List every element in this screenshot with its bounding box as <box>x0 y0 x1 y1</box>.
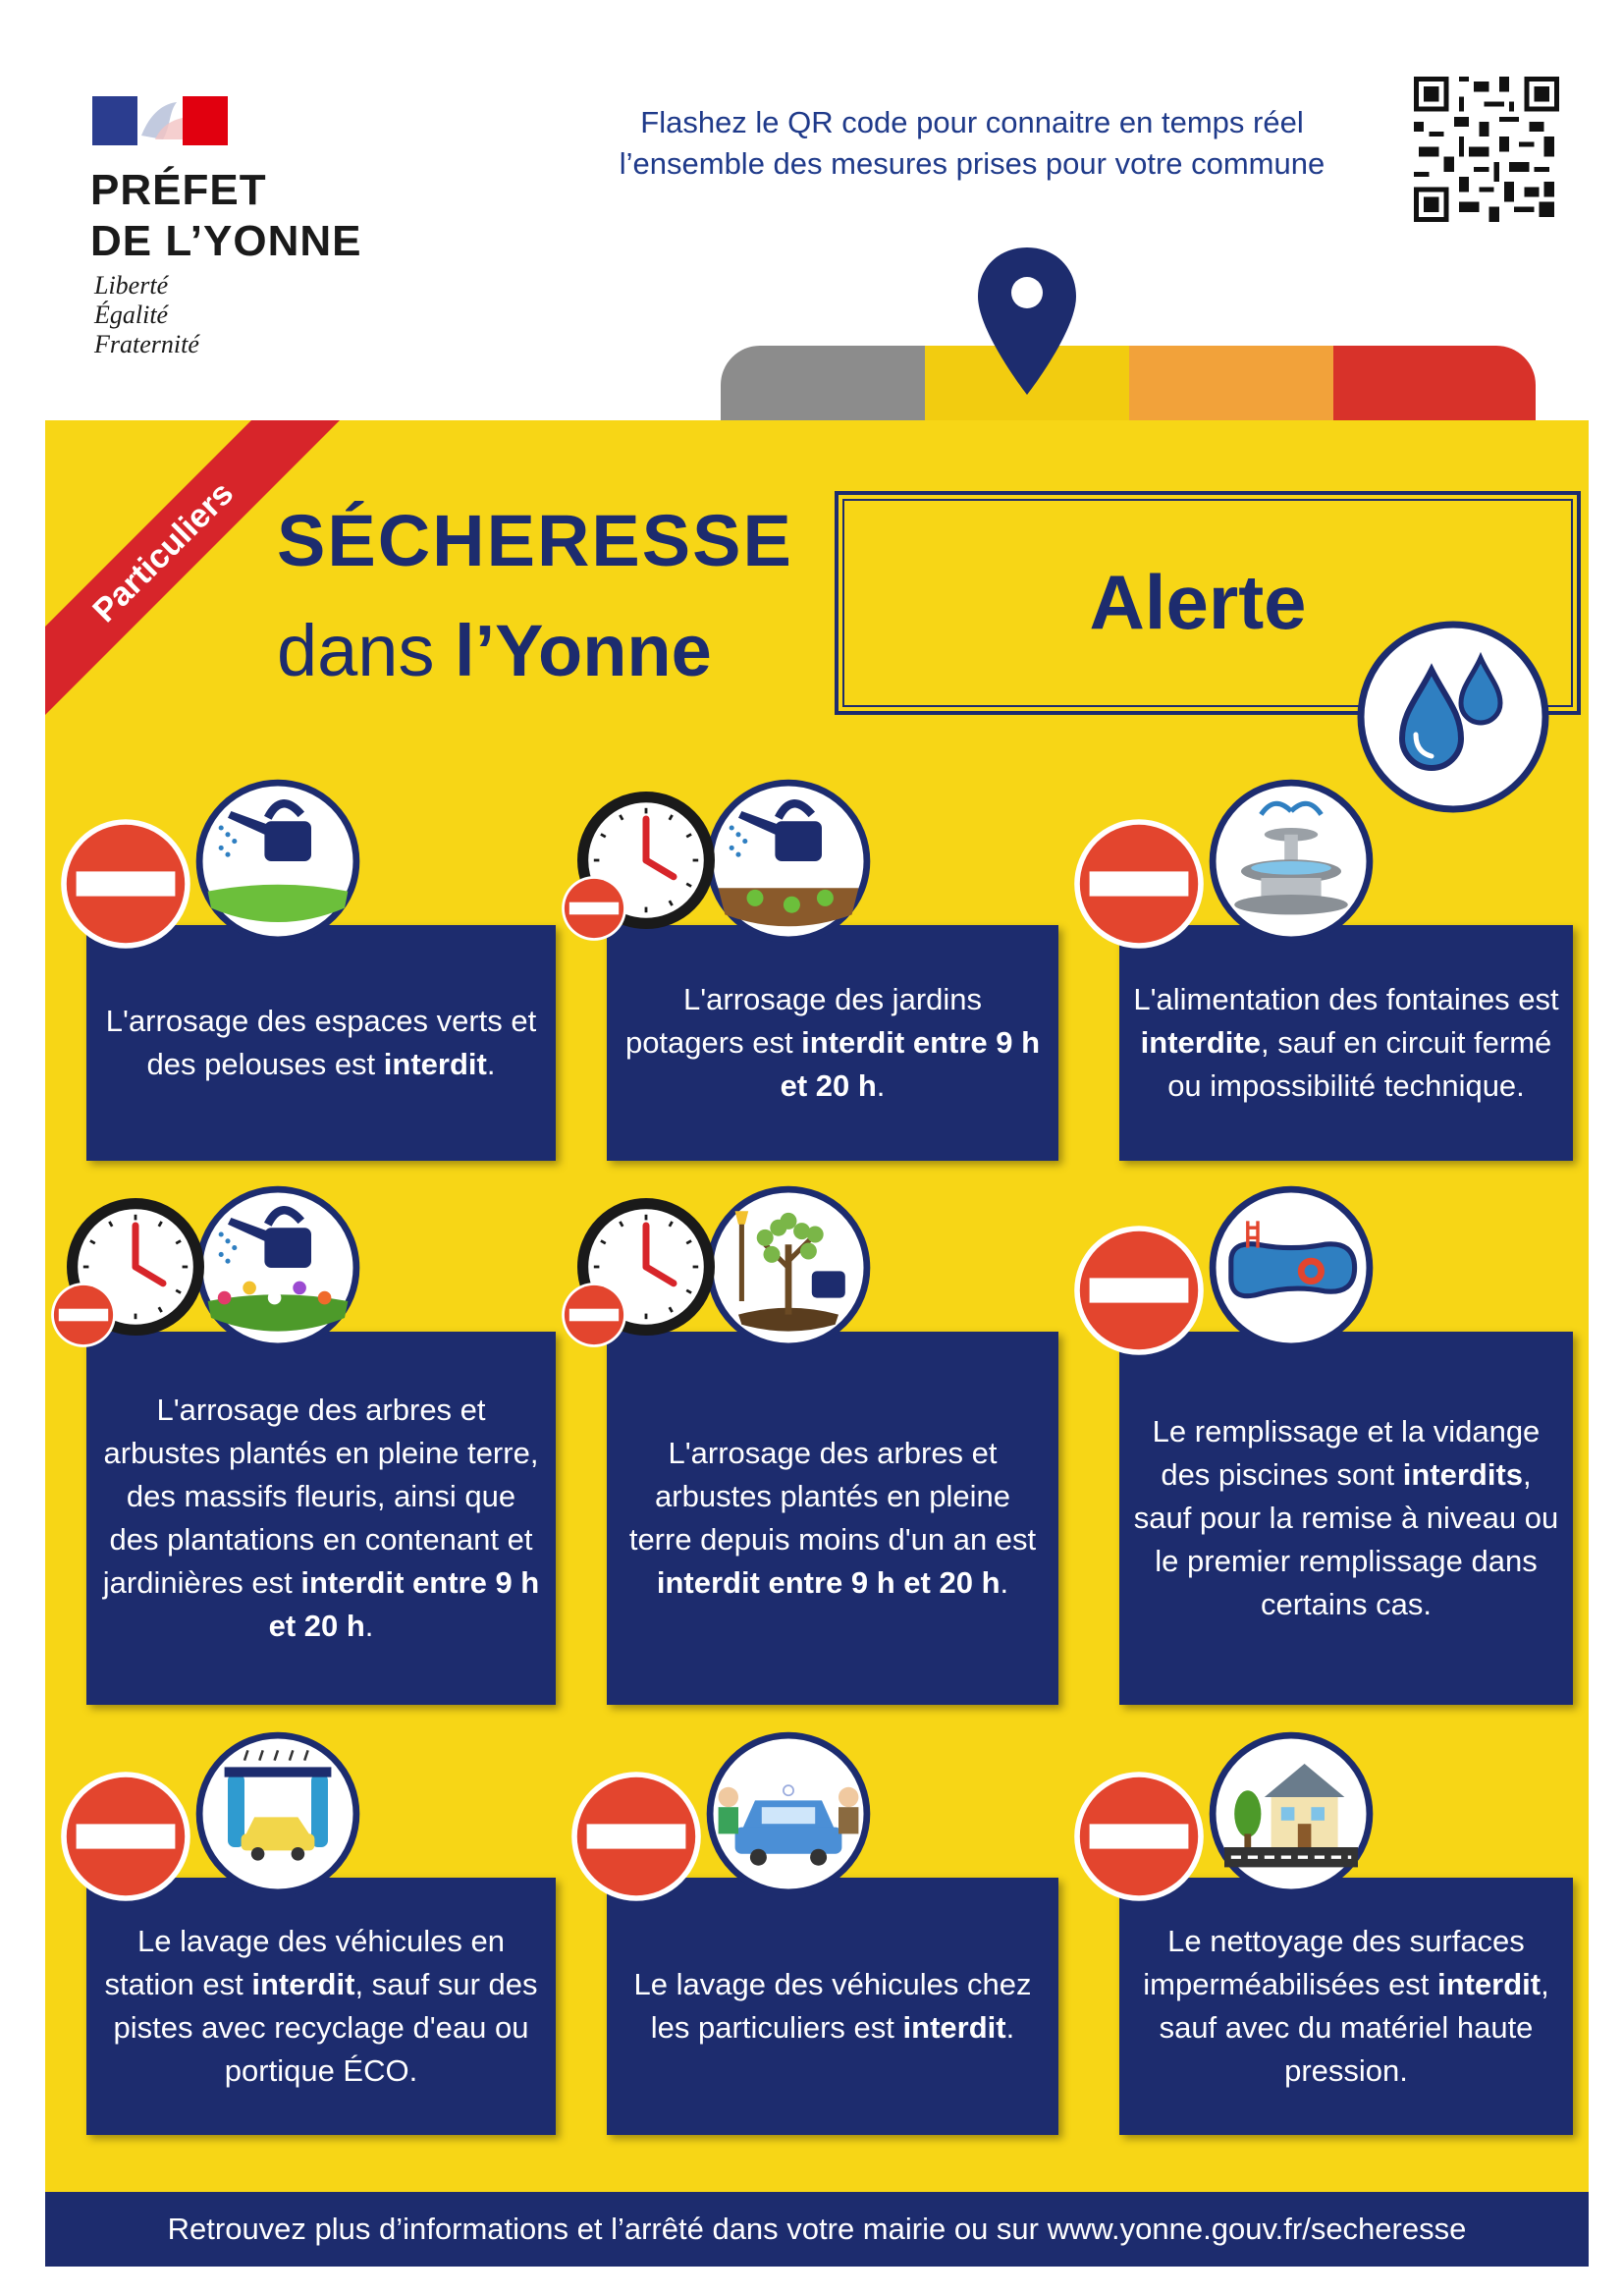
prefecture-line-1: PRÉFET <box>90 166 267 214</box>
watering-can-flowers-icon <box>194 1184 361 1351</box>
rule-restriction: interdits <box>1402 1457 1524 1492</box>
watering-can-lawn-icon <box>194 778 361 945</box>
qr-instructions <box>550 102 1394 185</box>
rule-text <box>100 1389 542 1648</box>
rule-text-exception: , sauf pour la remise à niveau ou le premier remplissage dans certains cas. <box>1133 1457 1559 1621</box>
footer-info: Retrouvez plus d’informations et l’arrêté dans votre mairie ou sur www.yonne.gouv.fr/secheresse <box>45 2192 1589 2267</box>
no-entry-small-icon <box>49 1281 118 1349</box>
motto-fraternite: Fraternité <box>94 330 199 358</box>
title-drought: SÉCHERESSE <box>277 500 793 581</box>
no-entry-icon <box>568 1768 705 1905</box>
no-entry-small-icon <box>560 874 628 943</box>
rule-text <box>1133 1920 1559 2093</box>
rule-restriction: interdit entre 9 h et 20 h <box>780 1025 1041 1103</box>
motto-liberte: Liberté <box>94 271 169 300</box>
republic-flag-logo <box>92 96 228 145</box>
swimming-pool-icon <box>1208 1184 1375 1351</box>
prefecture-line-2: DE L’YONNE <box>90 217 362 265</box>
rule-restriction: interdit <box>383 1047 487 1081</box>
rule-card <box>86 925 556 1161</box>
rule-text <box>621 1432 1045 1605</box>
rule-text-exception: . <box>876 1068 886 1103</box>
rule-card <box>1119 1878 1573 2135</box>
rule-card <box>607 1332 1058 1705</box>
rule-text-main: L'arrosage des arbres et arbustes plantés en pleine terre, des massifs fleuris, ainsi que des plantations en contenant et jardinières est <box>102 1393 539 1600</box>
rule-text <box>1133 1410 1559 1626</box>
rule-card <box>86 1878 556 2135</box>
rule-text-main: L'arrosage des jardins potagers est <box>624 982 983 1060</box>
rule-text-main: Le lavage des véhicules chez les particuliers est <box>633 1967 1032 2045</box>
rule-restriction: interdit <box>902 2010 1006 2045</box>
rule-card <box>1119 1332 1573 1705</box>
rule-text-main: L'arrosage des espaces verts et des pelouses est <box>105 1004 537 1081</box>
no-entry-icon <box>1070 815 1208 953</box>
motto-egalite: Égalité <box>94 301 169 329</box>
republic-motto <box>94 271 199 359</box>
rule-text <box>100 1920 542 2093</box>
rule-restriction: interdit entre 9 h et 20 h <box>268 1565 540 1643</box>
rule-text-exception: . <box>364 1609 374 1643</box>
rule-text-main: Le remplissage et la vidange des piscines sont <box>1152 1414 1541 1492</box>
location-pin-icon <box>972 244 1082 401</box>
rule-card <box>607 1878 1058 2135</box>
rule-restriction: interdit entre 9 h et 20 h <box>656 1565 1001 1600</box>
rule-text-main: L'alimentation des fontaines est <box>1133 982 1559 1016</box>
qr-code-icon[interactable] <box>1414 77 1559 222</box>
young-tree-watering-icon <box>705 1184 872 1351</box>
qr-instructions-line-1: Flashez le QR code pour connaitre en temps réel <box>640 105 1304 139</box>
car-washing-at-home-icon <box>705 1730 872 1897</box>
rule-text <box>1133 978 1559 1108</box>
rule-restriction: interdit <box>251 1967 355 2001</box>
title-location-prefix: dans <box>277 610 456 691</box>
no-entry-icon <box>1070 1768 1208 1905</box>
no-entry-icon <box>1070 1222 1208 1359</box>
alert-level-label: Alerte <box>1089 559 1307 645</box>
drought-level-scale <box>721 346 1536 424</box>
rule-card <box>1119 925 1573 1161</box>
rule-text <box>100 1000 542 1086</box>
prefecture-name <box>90 165 362 267</box>
no-entry-small-icon <box>560 1281 628 1349</box>
rule-text-main: L'arrosage des arbres et arbustes plantés en pleine terre depuis moins d'un an est <box>628 1436 1037 1557</box>
rule-text-exception: , sauf sur des pistes avec recyclage d'eau ou portique ÉCO. <box>113 1967 538 2088</box>
ribbon-label: Particuliers <box>85 474 242 630</box>
rule-text-exception: . <box>1000 1565 1009 1600</box>
rule-text <box>621 978 1045 1108</box>
audience-ribbon <box>45 420 350 744</box>
rule-text-exception: . <box>486 1047 496 1081</box>
rule-text-exception: , sauf en circuit fermé ou impossibilité technique. <box>1167 1025 1552 1103</box>
rule-text <box>621 1963 1045 2050</box>
no-entry-icon <box>57 815 194 953</box>
rule-card <box>607 925 1058 1161</box>
no-entry-icon <box>57 1768 194 1905</box>
rule-restriction: interdite <box>1140 1025 1261 1060</box>
title-location <box>277 609 712 692</box>
rule-card <box>86 1332 556 1705</box>
rule-restriction: interdit <box>1437 1967 1542 2001</box>
rule-text-exception: , sauf avec du matériel haute pression. <box>1159 1967 1549 2088</box>
title-location-name: l’Yonne <box>455 610 712 691</box>
house-paved-surface-icon <box>1208 1730 1375 1897</box>
rule-text-main: Le lavage des véhicules en station est <box>104 1924 505 2001</box>
fountain-icon <box>1208 778 1375 945</box>
watering-can-vegetable-garden-icon <box>705 778 872 945</box>
qr-instructions-line-2: l’ensemble des mesures prises pour votre commune <box>619 146 1325 181</box>
car-wash-station-icon <box>194 1730 361 1897</box>
water-drops-icon <box>1355 619 1551 815</box>
rule-text-main: Le nettoyage des surfaces imperméabilisées est <box>1143 1924 1525 2001</box>
rule-text-exception: . <box>1005 2010 1015 2045</box>
